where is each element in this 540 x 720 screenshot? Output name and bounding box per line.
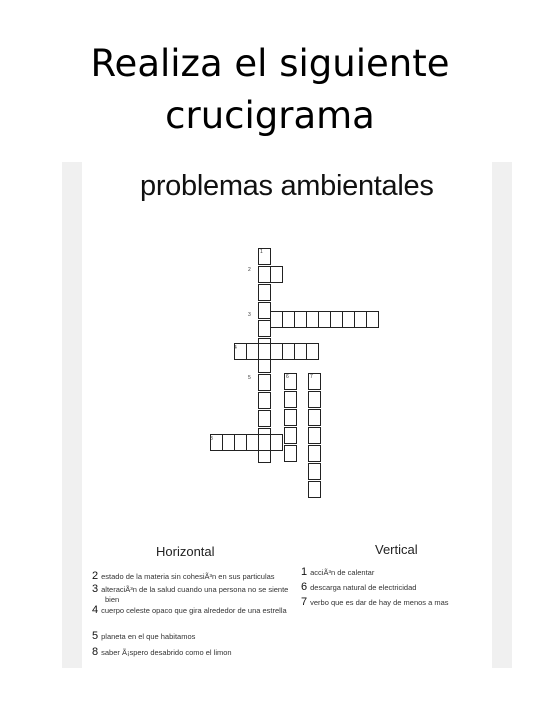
- worksheet-title: problemas ambientales: [140, 170, 434, 202]
- crossword-cell[interactable]: [284, 391, 297, 408]
- grid-number: 4: [234, 345, 237, 351]
- grid-number: 6: [286, 374, 289, 380]
- clue-number: 4: [92, 604, 99, 616]
- horizontal-clue: [92, 585, 288, 594]
- clue-number: 7: [301, 596, 308, 608]
- clue-number: 2: [92, 570, 99, 582]
- clue-text: saber Ã¡spero desabrido como el limon: [101, 648, 232, 657]
- clue-number: 8: [92, 646, 99, 658]
- crossword-cell[interactable]: [308, 409, 321, 426]
- vertical-clue: [301, 583, 416, 592]
- crossword-cell[interactable]: [258, 284, 271, 301]
- crossword-cell[interactable]: [284, 445, 297, 462]
- vertical-heading: Vertical: [375, 542, 418, 557]
- crossword-cell[interactable]: [284, 427, 297, 444]
- crossword-cell[interactable]: [308, 445, 321, 462]
- horizontal-clue: [92, 606, 287, 615]
- grid-number: 3: [248, 312, 251, 318]
- worksheet-image: [62, 162, 512, 668]
- clue-number: 3: [92, 583, 99, 595]
- vertical-clue: [301, 598, 449, 607]
- clue-number: 1: [301, 566, 308, 578]
- grid-number: 5: [248, 375, 251, 381]
- horizontal-clue: [92, 572, 275, 581]
- clue-number: 5: [92, 630, 99, 642]
- slide-title-line-2: crucigrama: [165, 94, 375, 137]
- crossword-cell[interactable]: [308, 427, 321, 444]
- crossword-cell[interactable]: [270, 266, 283, 283]
- horizontal-clue: [92, 632, 195, 641]
- crossword-cell[interactable]: [308, 463, 321, 480]
- slide-title-line-1: Realiza el siguiente: [90, 42, 450, 85]
- clue-text: acciÃ³n de calentar: [310, 568, 375, 577]
- grid-number: 8: [210, 436, 213, 442]
- horizontal-clue: [92, 648, 232, 657]
- clue-text: alteraciÃ³n de la salud cuando una persona no se siente: [101, 585, 289, 594]
- crossword-cell[interactable]: [308, 481, 321, 498]
- clue-text: estado de la materia sin cohesiÃ³n en sus particulas: [101, 572, 275, 581]
- clue-text: bien: [105, 595, 120, 604]
- crossword-cell[interactable]: [366, 311, 379, 328]
- clue-text: verbo que es dar de hay de menos a mas: [310, 598, 449, 607]
- crossword-cell[interactable]: [308, 391, 321, 408]
- clue-text: descarga natural de electricidad: [310, 583, 417, 592]
- crossword-cell[interactable]: [284, 409, 297, 426]
- horizontal-clue: [102, 595, 119, 604]
- clue-text: planeta en el que habitamos: [101, 632, 196, 641]
- clue-number: 6: [301, 581, 308, 593]
- slide-title: [0, 38, 540, 142]
- grid-number: 2: [248, 267, 251, 273]
- worksheet-page: [82, 162, 492, 668]
- crossword-cell[interactable]: [270, 434, 283, 451]
- crossword-cell[interactable]: [258, 392, 271, 409]
- grid-number: 1: [260, 249, 263, 255]
- crossword-cell[interactable]: [258, 374, 271, 391]
- crossword-cell[interactable]: [258, 410, 271, 427]
- grid-number: 7: [310, 374, 313, 380]
- horizontal-heading: Horizontal: [156, 544, 215, 559]
- crossword-cell[interactable]: [306, 343, 319, 360]
- clue-text: cuerpo celeste opaco que gira alrededor de una estrella: [101, 606, 287, 615]
- vertical-clue: [301, 568, 374, 577]
